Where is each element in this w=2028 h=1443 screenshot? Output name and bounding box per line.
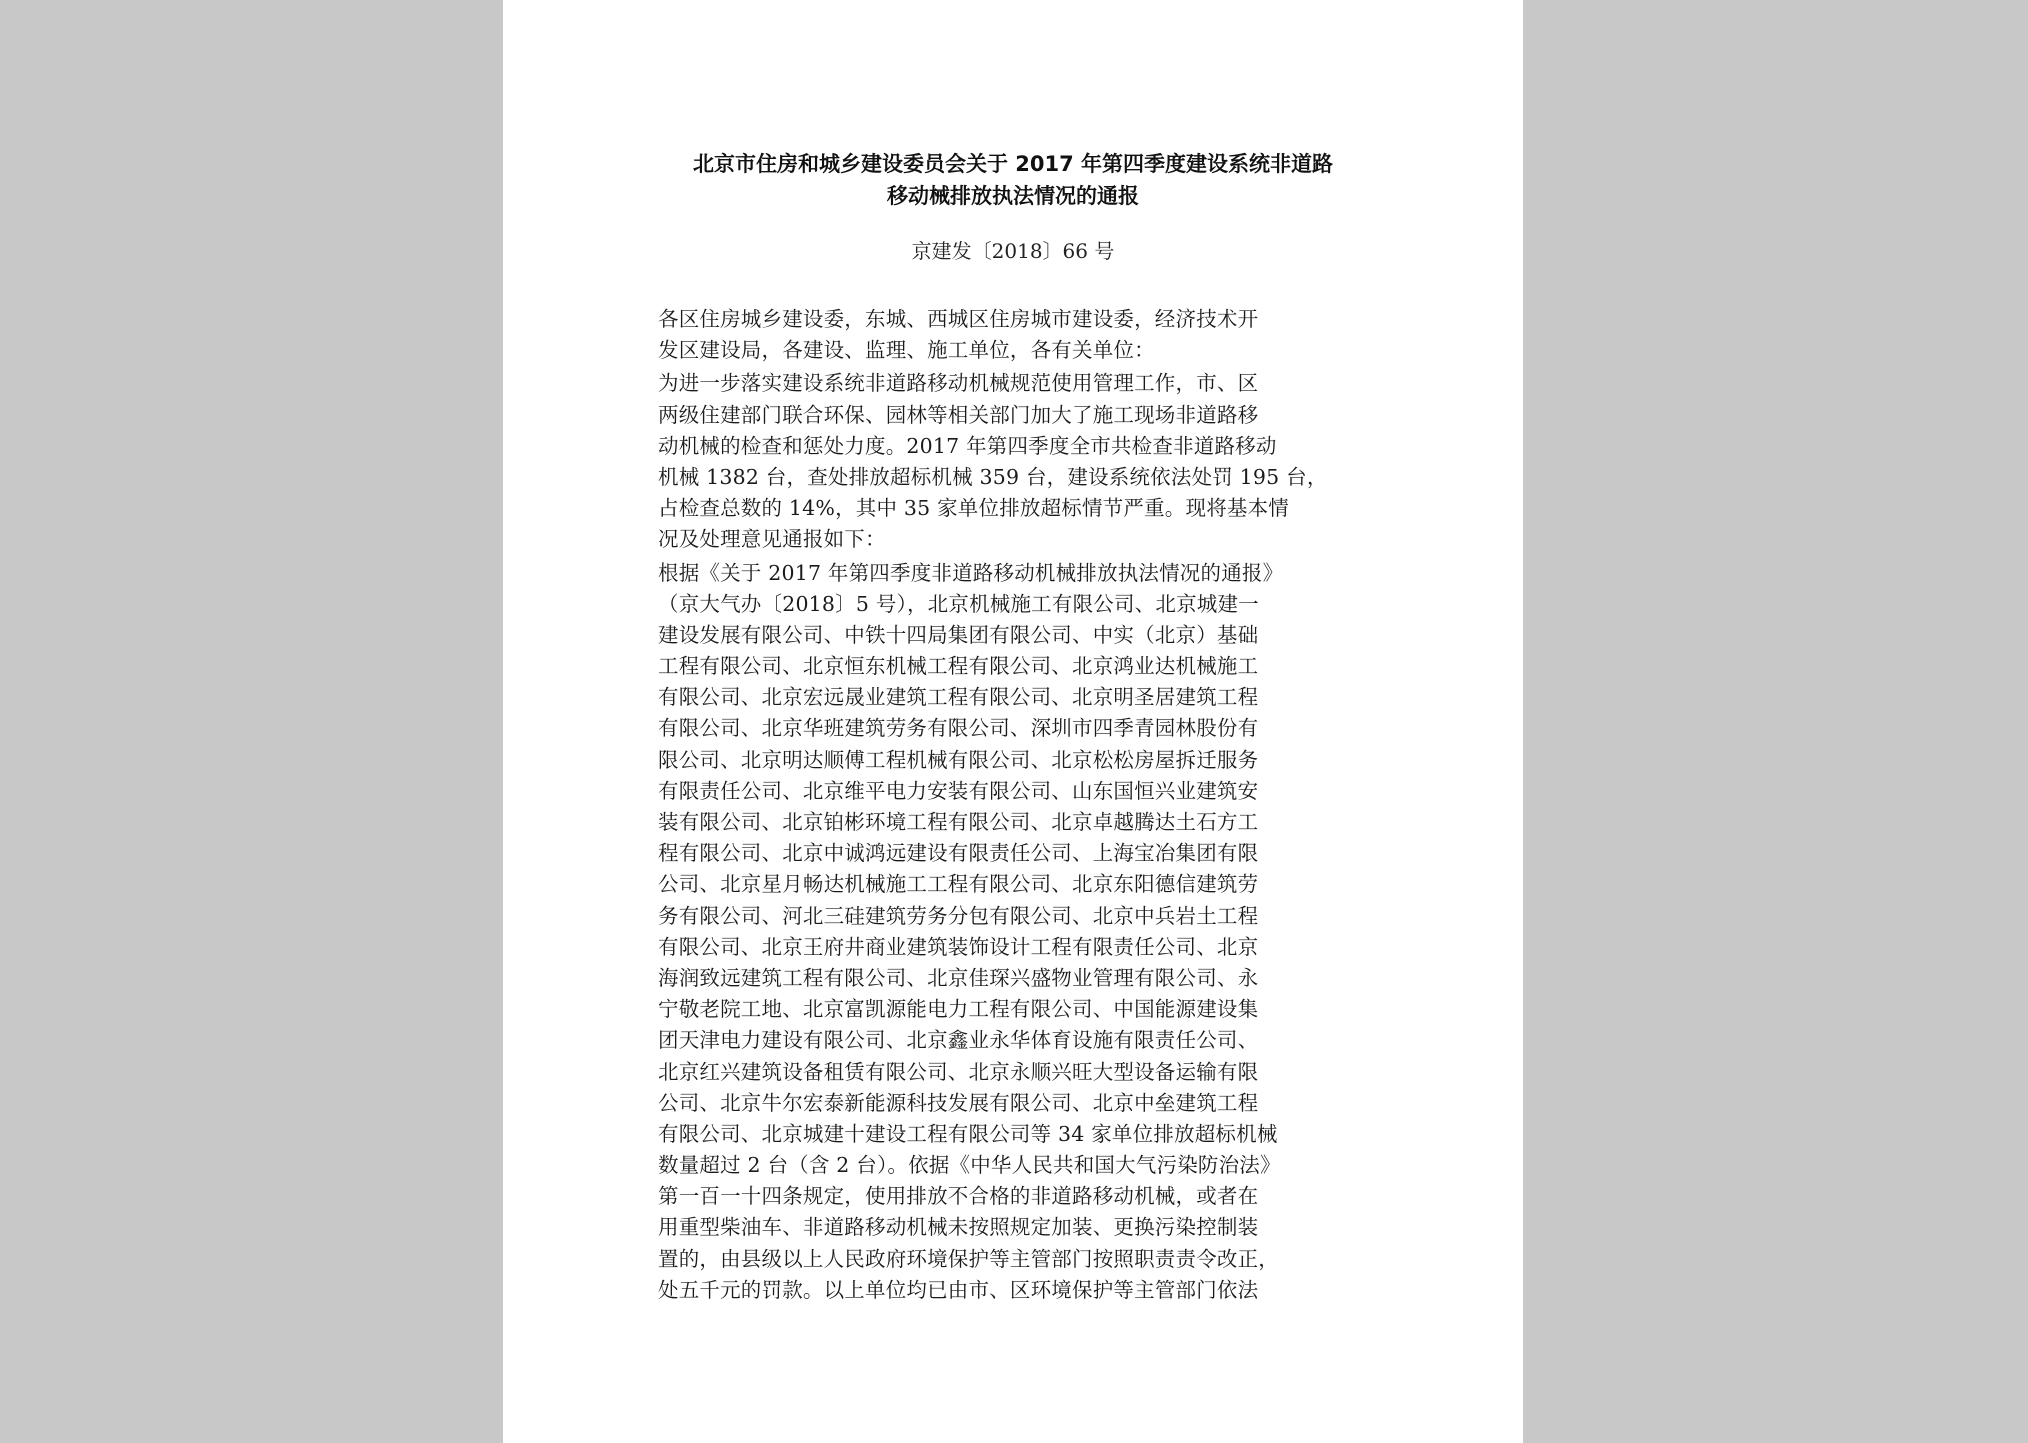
paragraph-line: 团天津电力建设有限公司、北京鑫业永华体育设施有限责任公司、 xyxy=(658,1028,1259,1053)
paragraph-line: 有限责任公司、北京维平电力安装有限公司、山东国恒兴业建筑安 xyxy=(658,778,1259,803)
paragraph-line: 公司、北京星月畅达机械施工工程有限公司、北京东阳德信建筑劳 xyxy=(658,872,1259,897)
paragraph-line: 建设发展有限公司、中铁十四局集团有限公司、中实（北京）基础 xyxy=(658,622,1259,647)
paragraph xyxy=(658,368,1378,555)
document-title xyxy=(503,148,1523,212)
document-body xyxy=(658,304,1378,1306)
paragraph-line: 用重型柴油车、非道路移动机械未按照规定加装、更换污染控制装 xyxy=(658,1215,1259,1240)
paragraph-line: 处五千元的罚款。以上单位均已由市、区环境保护等主管部门依法 xyxy=(658,1277,1259,1302)
paragraph-line: 务有限公司、河北三硅建筑劳务分包有限公司、北京中兵岩土工程 xyxy=(658,903,1259,928)
paragraph-line: 机械 1382 台，查处排放超标机械 359 台，建设系统依法处罚 195 台， xyxy=(658,464,1328,489)
paragraph-line: 占检查总数的 14%，其中 35 家单位排放超标情节严重。现将基本情 xyxy=(658,496,1289,521)
paragraph-line: 程有限公司、北京中诚鸿远建设有限责任公司、上海宝冶集团有限 xyxy=(658,841,1259,866)
paragraph-line: 各区住房城乡建设委，东城、西城区住房城市建设委，经济技术开 xyxy=(658,307,1259,331)
paragraph-line: 动机械的检查和惩处力度。2017 年第四季度全市共检查非道路移动 xyxy=(658,433,1277,458)
paragraph-line: 有限公司、北京宏远晟业建筑工程有限公司、北京明圣居建筑工程 xyxy=(658,685,1259,710)
paragraph-line: 有限公司、北京王府井商业建筑装饰设计工程有限责任公司、北京 xyxy=(658,934,1259,959)
document-number: 京建发〔2018〕66 号 xyxy=(911,239,1115,263)
title-line: 移动械排放执法情况的通报 xyxy=(887,184,1139,208)
paragraph xyxy=(658,304,1378,366)
paragraph-line: （京大气办〔2018〕5 号），北京机械施工有限公司、北京城建一 xyxy=(658,591,1259,616)
paragraph-line: 有限公司、北京城建十建设工程有限公司等 34 家单位排放超标机械 xyxy=(658,1121,1278,1146)
paragraph-line: 有限公司、北京华班建筑劳务有限公司、深圳市四季青园林股份有 xyxy=(658,716,1259,741)
document-page xyxy=(503,0,1523,1443)
paragraph-line: 限公司、北京明达顺傅工程机械有限公司、北京松松房屋拆迁服务 xyxy=(658,747,1259,772)
title-line: 北京市住房和城乡建设委员会关于 2017 年第四季度建设系统非道路 xyxy=(692,152,1334,176)
paragraph-line: 为进一步落实建设系统非道路移动机械规范使用管理工作，市、区 xyxy=(658,371,1259,396)
paragraph-line: 装有限公司、北京铂彬环境工程有限公司、北京卓越腾达土石方工 xyxy=(658,810,1259,834)
paragraph-line: 两级住建部门联合环保、园林等相关部门加大了施工现场非道路移 xyxy=(658,402,1259,427)
paragraph-line: 第一百一十四条规定，使用排放不合格的非道路移动机械，或者在 xyxy=(658,1184,1259,1209)
paragraph-line: 工程有限公司、北京恒东机械工程有限公司、北京鸿业达机械施工 xyxy=(658,654,1259,679)
paragraph-line: 公司、北京牛尔宏泰新能源科技发展有限公司、北京中垒建筑工程 xyxy=(658,1090,1259,1115)
paragraph-line: 海润致远建筑工程有限公司、北京佳琛兴盛物业管理有限公司、永 xyxy=(658,965,1259,990)
paragraph-line: 发区建设局，各建设、监理、施工单位，各有关单位： xyxy=(658,338,1155,363)
paragraph-line: 北京红兴建筑设备租赁有限公司、北京永顺兴旺大型设备运输有限 xyxy=(658,1059,1259,1084)
paragraph-line: 根据《关于 2017 年第四季度非道路移动机械排放执法情况的通报》 xyxy=(658,560,1284,585)
paragraph-line: 置的，由县级以上人民政府环境保护等主管部门按照职责责令改正， xyxy=(658,1246,1279,1271)
paragraph xyxy=(658,558,1378,1307)
paragraph-line: 宁敬老院工地、北京富凯源能电力工程有限公司、中国能源建设集 xyxy=(658,997,1259,1022)
paragraph-line: 数量超过 2 台（含 2 台）。依据《中华人民共和国大气污染防治法》 xyxy=(658,1153,1281,1178)
paragraph-line: 况及处理意见通报如下： xyxy=(658,527,886,552)
